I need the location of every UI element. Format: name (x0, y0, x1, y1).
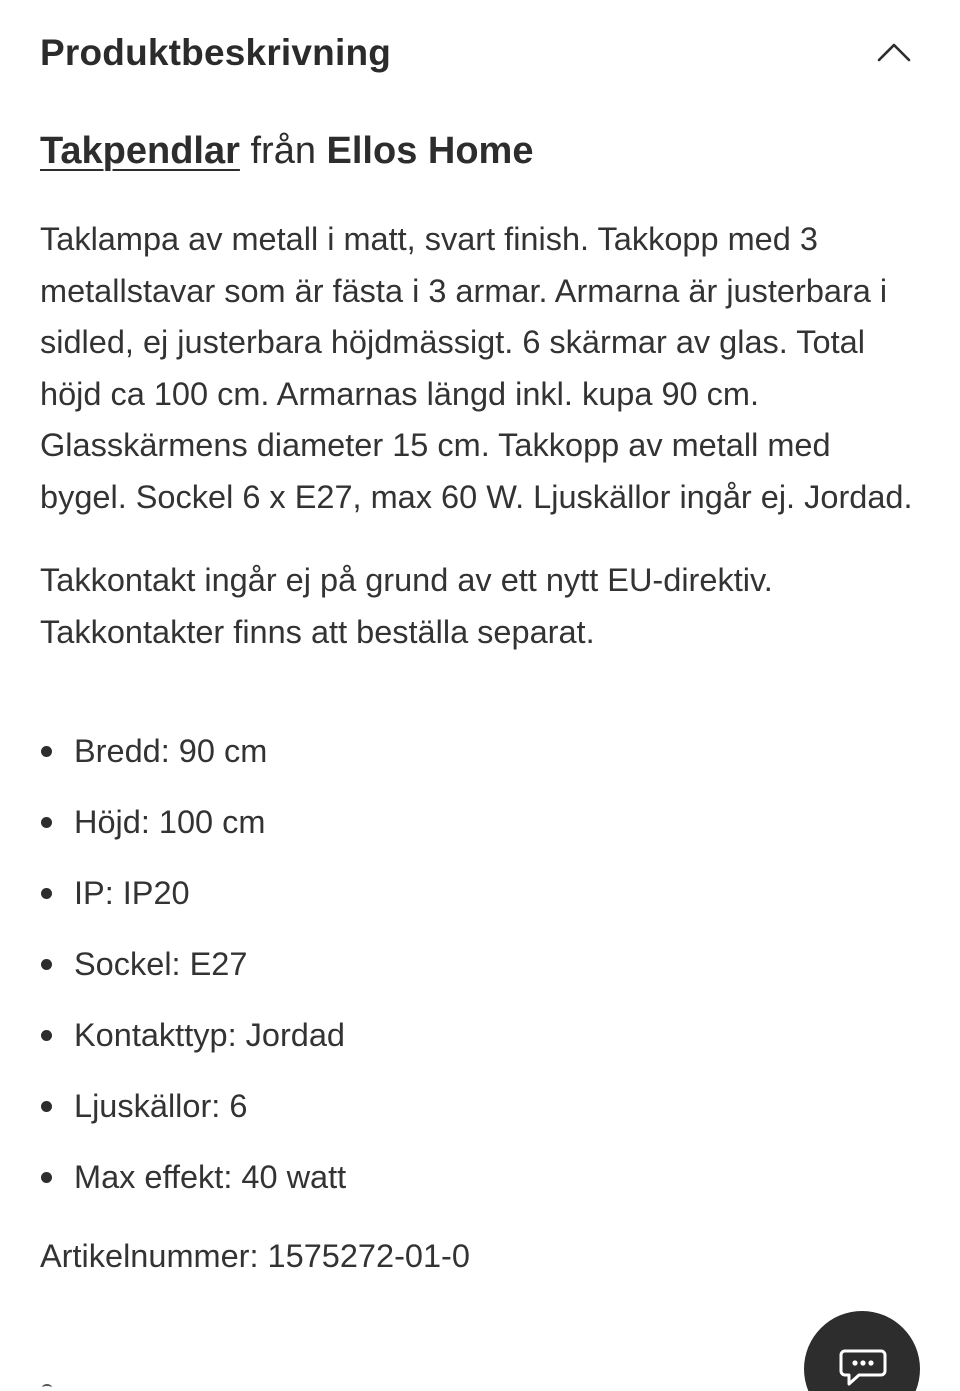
product-origin-line (40, 126, 920, 176)
connector-text: från (250, 130, 316, 172)
brand-name: Ellos Home (326, 130, 534, 172)
partial-element (42, 1384, 52, 1391)
spec-item: Sockel: E27 (40, 929, 920, 1000)
product-description-panel (40, 0, 920, 1281)
accordion-header[interactable] (40, 0, 920, 104)
spec-item: Höjd: 100 cm (40, 787, 920, 858)
chevron-up-icon[interactable] (876, 34, 912, 70)
category-link[interactable]: Takpendlar (40, 130, 240, 172)
description-paragraph: Taklampa av metall i matt, svart finish. Takkopp med 3 metallstavar som är fästa i 3 armar. Armarna är justerbara i sidled, ej justerbara höjdmässigt. 6 skärmar av glas. Total höjd ca 100 cm. Armarnas längd inkl. kupa 90 cm. Glasskärmens diameter 15 cm. Takkopp av metall med bygel. Sockel 6 x E27, max 60 W. Ljuskällor ingår ej. Jordad. (40, 221, 913, 515)
chat-button[interactable] (804, 1311, 920, 1391)
spec-item: Kontakttyp: Jordad (40, 1000, 920, 1071)
spec-item: Bredd: 90 cm (40, 716, 920, 787)
chat-bubble-icon (833, 1343, 891, 1391)
spec-item: Max effekt: 40 watt (40, 1142, 920, 1213)
description-paragraph: Takkontakt ingår ej på grund av ett nytt EU-direktiv. Takkontakter finns att beställa separat. (40, 562, 773, 650)
article-number: Artikelnummer: 1575272-01-0 (40, 1238, 470, 1274)
spec-list (40, 716, 920, 1213)
section-title: Produktbeskrivning (40, 32, 392, 73)
spec-item: IP: IP20 (40, 858, 920, 929)
spec-item: Ljuskällor: 6 (40, 1071, 920, 1142)
